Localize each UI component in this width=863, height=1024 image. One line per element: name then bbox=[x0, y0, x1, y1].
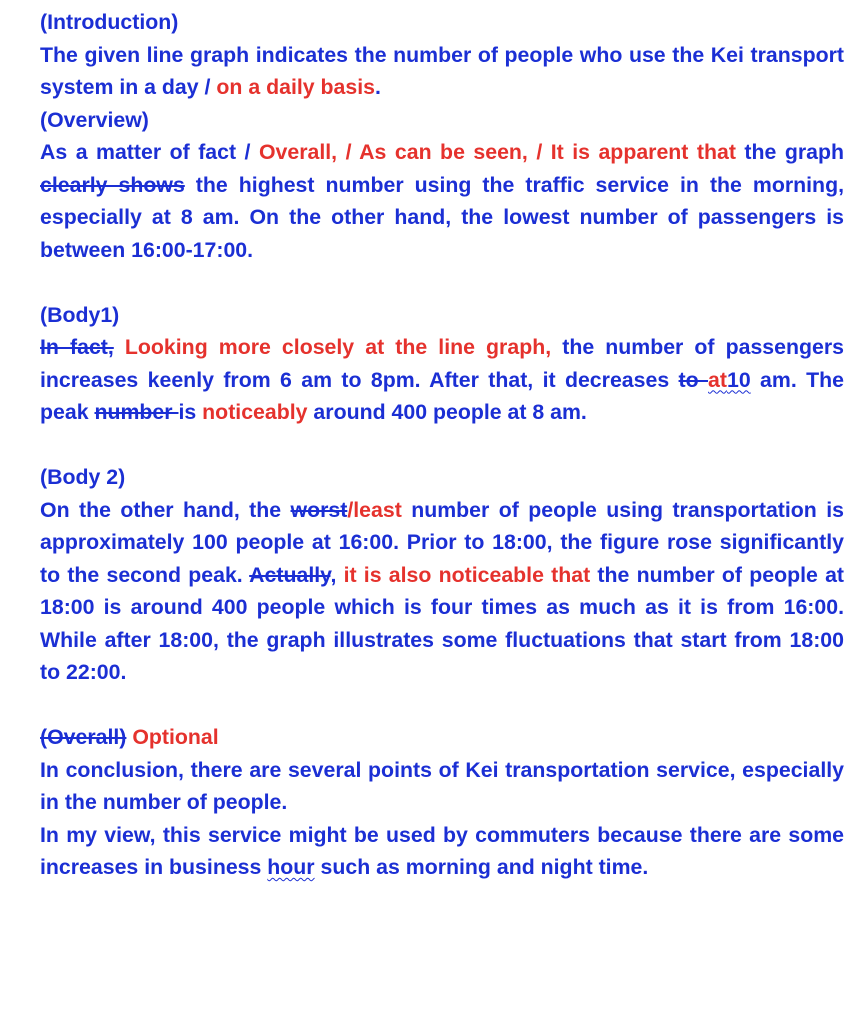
body1-text-1: the number of passengers increases keenly from 6 am to 8pm. After that, it decreases bbox=[40, 335, 844, 392]
body2-correction-1: /least bbox=[347, 497, 402, 522]
body1-struck-text-3: number bbox=[94, 400, 179, 424]
conclusion-text-2: such as morning and night time. bbox=[314, 855, 649, 879]
overview-text-2: the graph bbox=[735, 140, 844, 164]
body1-struck-text-2: to bbox=[678, 367, 709, 392]
overview-text-3: the highest number using the traffic service in the morning, especially at 8 am. On the other hand, the lowest number of passengers is between 16:00-17:00. bbox=[40, 172, 844, 262]
overview-correction: Overall, / As can be seen, / It is apparent that bbox=[258, 140, 736, 164]
overview-paragraph bbox=[40, 136, 844, 266]
body2-text-3: , bbox=[330, 562, 344, 587]
body1-struck-text-1: In fact, bbox=[40, 335, 114, 359]
conclusion-struck-heading: (Overall) bbox=[40, 725, 127, 749]
body1-text-4: around 400 people at 8 am. bbox=[307, 400, 587, 424]
body1-correction-3: noticeably bbox=[202, 400, 308, 424]
body1-flagged-word bbox=[708, 368, 751, 392]
body2-struck-text-1: worst bbox=[290, 497, 348, 522]
conclusion-paragraph-2 bbox=[40, 819, 844, 884]
conclusion-text-1: In my view, this service might be used by commuters because there are some increases in business bbox=[40, 822, 844, 879]
body2-text-2: number of people using transportation is approximately 100 people at 16:00. Prior to 18:00, the figure rose significantly to the second peak. bbox=[40, 497, 844, 587]
conclusion-optional-label: Optional bbox=[126, 725, 219, 749]
spacer bbox=[40, 429, 844, 462]
intro-paragraph bbox=[40, 39, 844, 104]
intro-correction: on a daily basis bbox=[216, 75, 375, 99]
body2-heading: (Body 2) bbox=[40, 465, 126, 489]
body1-correction-1: Looking more closely at the line graph, bbox=[124, 335, 552, 359]
body1-text-3: is bbox=[178, 400, 203, 424]
body1-space bbox=[114, 335, 125, 359]
overview-text-1: As a matter of fact / bbox=[40, 140, 259, 164]
overview-struck-text: clearly shows bbox=[40, 172, 185, 197]
body1-heading: (Body1) bbox=[40, 302, 120, 327]
conclusion-paragraph-1: In conclusion, there are several points of Kei transportation service, especially in the number of people. bbox=[40, 757, 844, 814]
conclusion-flagged-word: hour bbox=[267, 855, 315, 879]
essay-document bbox=[40, 6, 844, 884]
intro-text-2: . bbox=[375, 75, 381, 99]
body1-text-2: am. The peak bbox=[40, 367, 844, 424]
body2-text-1: On the other hand, the bbox=[40, 497, 291, 522]
body2-text-4: the number of people at 18:00 is around 400 people which is four times as much as it is from 16:00. While after 18:00, the graph illustrates some fluctuations that start from 18:00 to 22:00. bbox=[40, 562, 844, 684]
intro-heading: (Introduction) bbox=[40, 10, 179, 34]
body1-number: 10 bbox=[726, 367, 751, 392]
spacer bbox=[40, 266, 844, 299]
body2-paragraph bbox=[40, 494, 844, 689]
spacer bbox=[40, 689, 844, 722]
overview-heading: (Overview) bbox=[40, 107, 149, 132]
body2-correction-2: it is also noticeable that bbox=[343, 562, 591, 587]
conclusion-heading bbox=[40, 721, 844, 754]
intro-text-1: The given line graph indicates the number of people who use the Kei transport system in a day / bbox=[40, 42, 844, 99]
body2-struck-text-2: Actually bbox=[249, 562, 331, 587]
body1-correction-2: at bbox=[708, 367, 727, 392]
body1-paragraph bbox=[40, 331, 844, 429]
